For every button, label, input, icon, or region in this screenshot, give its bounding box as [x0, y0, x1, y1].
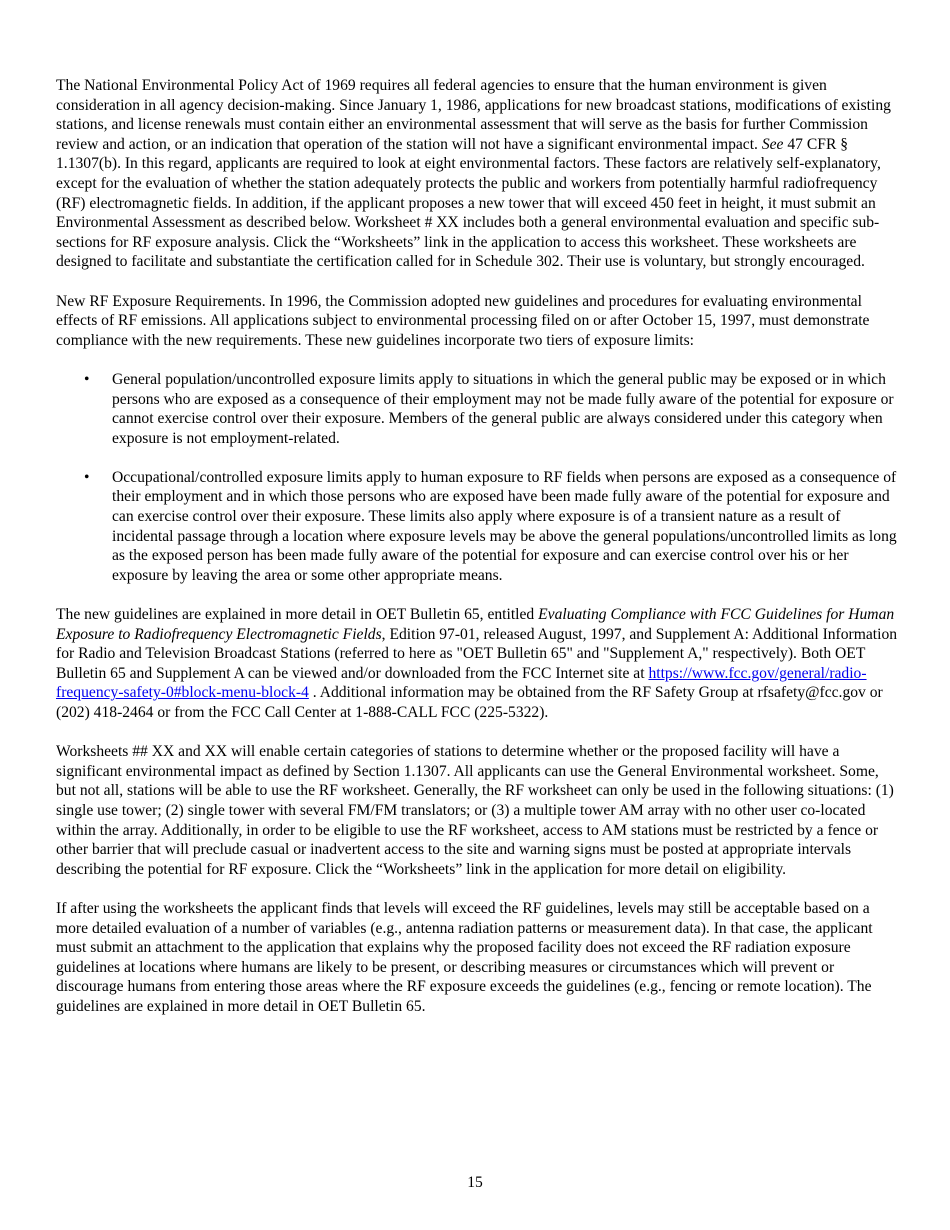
paragraph-oet-bulletin	[56, 605, 898, 723]
paragraph-exceed-guidelines: If after using the worksheets the applicant finds that levels will exceed the RF guidelines, levels may still be acceptable based on a more detailed evaluation of a number of variables (e.g., antenna radiation patterns or measurement data). In that case, the applicant must submit an attachment to the application that explains why the proposed facility does not exceed the RF radiation exposure guidelines at locations where humans are likely to be present, or describing measures or circumstances which will prevent or discourage humans from entering those areas where the RF exposure exceeds the guidelines (e.g., fencing or remote location). The guidelines are explained in more detail in OET Bulletin 65.	[56, 899, 873, 1015]
paragraph-new-rf-requirements: New RF Exposure Requirements. In 1996, the Commission adopted new guidelines and procedures for evaluating environmental effects of RF emissions. All applications subject to environmental processing filed on or after October 15, 1997, must demonstrate compliance with the new requirements. These new guidelines incorporate two tiers of exposure limits:	[56, 292, 870, 349]
list-item-occupational	[56, 468, 898, 586]
paragraph-oet-text-b: , Edition 97-01, released August, 1997, and Supplement A: Additional Information for Radio and Television Broadcast Stations (referred to here as "OET Bulletin 65" and "Supplement A," respectively). Both OET Bulletin 65 and Supplement A can be viewed and/or downloaded from the FCC Internet site at	[56, 625, 898, 682]
paragraph-nepa-text-a: The National Environmental Policy Act of 1969 requires all federal agencies to ensure that the human environment is given consideration in all agency decision-making. Since January 1, 1986, applications for new broadcast stations, modifications of existing stations, and license renewals must contain either an environmental assessment that will serve as the basis for further Commission review and action, or an indication that operation of the station will not have a significant environmental impact.	[56, 77, 891, 153]
paragraph-nepa	[56, 76, 898, 272]
exposure-tiers-list	[56, 370, 898, 586]
fcc-rf-safety-link[interactable]: https://www.fcc.gov/general/radio-frequency-safety-0#block-menu-block-4	[56, 664, 867, 702]
list-item-general-population	[56, 370, 898, 448]
bullet-icon: •	[84, 468, 90, 486]
bullet-icon: •	[84, 370, 90, 388]
citation-see: See	[761, 135, 784, 153]
paragraph-oet-text-a: The new guidelines are explained in more detail in OET Bulletin 65, entitled	[56, 606, 539, 624]
page-number: 15	[467, 1174, 483, 1191]
paragraph-worksheets: Worksheets ## XX and XX will enable certain categories of stations to determine whether or the proposed facility will have a significant environmental impact as defined by Section 1.1307. All applicants can use the General Environmental worksheet. Some, but not all, stations will be able to use the RF worksheet. Generally, the RF worksheet can only be used in the following situations: (1) single use tower; (2) single tower with several FM/FM translators; or (3) a multiple tower AM array with no other user co-located within the array. Additionally, in order to be eligible to use the RF worksheet, access to AM stations must be restricted by a fence or other barrier that will preclude casual or inadvertent access to the site and warning signs must be posted at appropriate intervals describing the potential for RF exposure. Click the “Worksheets” link in the application for more detail on eligibility.	[56, 743, 894, 878]
paragraph-oet-text-c: . Additional information may be obtained from the RF Safety Group at rfsafety@fcc.gov or (202) 418-2464 or from the FCC Call Center at 1-888-CALL FCC (225-5322).	[56, 684, 883, 721]
document-body	[56, 76, 898, 1036]
list-item-text: General population/uncontrolled exposure limits apply to situations in which the general public may be exposed or in which persons who are exposed as a consequence of their employment may not be made fully aware of the potential for exposure or cannot exercise control over their exposure. Members of the general public are always considered under this category when exposure is not employment-related.	[112, 370, 894, 447]
list-item-text: Occupational/controlled exposure limits apply to human exposure to RF fields when persons are exposed as a consequence of their employment and in which those persons who are exposed have been made fully aware of the potential for exposure and can exercise control over their exposure. These limits also apply where exposure is of a transient nature as a result of incidental passage through a location where exposure levels may be above the general populations/uncontrolled limits as long as the exposed person has been made fully aware of the potential for exposure and can exercise control over his or her exposure by leaving the area or some other appropriate means.	[112, 468, 897, 584]
bulletin-title: Evaluating Compliance with FCC Guidelines for Human Exposure to Radiofrequency Electromagnetic Fields	[56, 606, 895, 643]
paragraph-nepa-text-b: 47 CFR § 1.1307(b). In this regard, applicants are required to look at eight environmental factors. These factors are relatively self-explanatory, except for the evaluation of whether the station adequately protects the public and workers from potentially harmful radiofrequency (RF) electromagnetic fields. In addition, if the applicant proposes a new tower that will exceed 450 feet in height, it must submit an Environmental Assessment as described below. Worksheet # XX includes both a general environmental evaluation and specific sub-sections for RF exposure analysis. Click the “Worksheets” link in the application to access this worksheet. These worksheets are designed to facilitate and substantiate the certification called for in Schedule 302. Their use is voluntary, but strongly encouraged.	[56, 135, 881, 271]
